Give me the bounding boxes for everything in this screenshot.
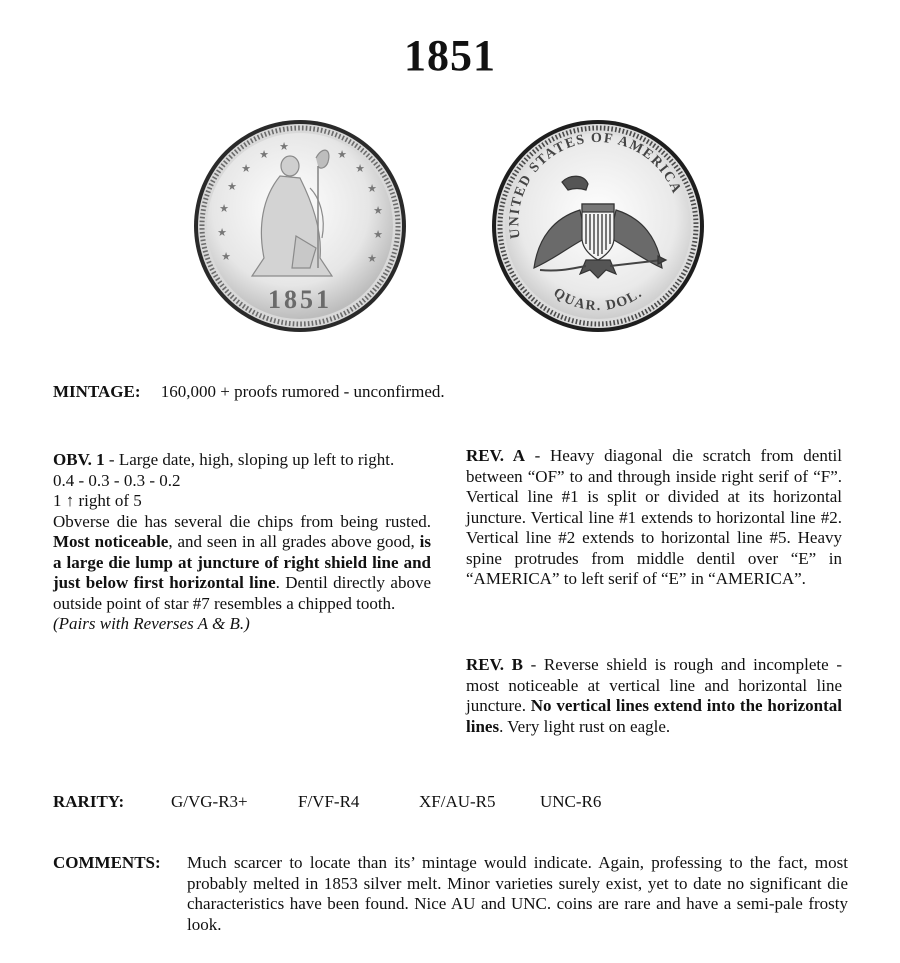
- svg-text:★: ★: [219, 202, 229, 215]
- svg-text:★: ★: [355, 162, 365, 175]
- rarity-label: RARITY:: [53, 792, 125, 811]
- obv1-text-a: Obverse die has several die chips from being rusted.: [53, 511, 431, 531]
- rarity-grade-unc: UNC-R6: [540, 792, 602, 811]
- svg-text:★: ★: [241, 162, 251, 175]
- svg-text:★: ★: [373, 228, 383, 241]
- rarity-grade-fine: F/VF-R4: [298, 792, 360, 811]
- revb-label: REV. B: [466, 655, 523, 674]
- reverse-a-description: [466, 446, 842, 590]
- obv1-bold-b: is a large die lump at juncture of right shield line and just below first horizontal line: [53, 532, 431, 592]
- revb-text-a: - Reverse shield is rough and incomplete - most noticeable at vertical line and horizontal line juncture.: [466, 655, 842, 715]
- obv1-diagnostic-measure: 0.4 - 0.3 - 0.3 - 0.2: [53, 470, 181, 490]
- obv1-label: OBV. 1: [53, 450, 105, 469]
- obverse-date-legend: 1851: [268, 285, 332, 314]
- obv1-text: - Large date, high, sloping up left to right.: [104, 450, 395, 469]
- mintage-value: 160,000 + proofs rumored - unconfirmed.: [160, 382, 445, 401]
- svg-text:★: ★: [367, 252, 377, 265]
- reva-label: REV. A: [466, 446, 525, 465]
- obverse-coin-image: [192, 118, 408, 334]
- reverse-denomination: QUAR. DOL.: [550, 285, 646, 315]
- obv1-date-position: 1 ↑ right of 5: [53, 491, 142, 510]
- rarity-grade-xf: XF/AU-R5: [419, 792, 496, 811]
- obv1-text-c: . Dentil directly above outside point of star #7 resembles a chipped tooth.: [53, 573, 431, 613]
- obv1-bold-a: Most noticeable: [53, 532, 169, 551]
- obv1-text-b: , and seen in all grades above good,: [168, 532, 420, 551]
- comments-label: COMMENTS:: [53, 853, 161, 872]
- reverse-b-description: [466, 655, 842, 737]
- revb-bold: No vertical lines extend into the horizontal lines: [466, 696, 842, 736]
- reva-text: - Heavy diagonal die scratch from dentil between “OF” to and through inside right serif of “F”. Vertical line #1 is split or divided at its horizontal juncture. Vertical line #1 extends to horizontal line #2. Vertical line #2 extends to horizontal line #5. Heavy spine protrudes from middle dentil over “E” in “AMERICA” to left serif of “E” in “AMERICA”.: [466, 446, 843, 588]
- svg-text:★: ★: [279, 140, 289, 153]
- obverse-1-description: [53, 450, 431, 635]
- revb-text-b: . Very light rust on eagle.: [499, 716, 671, 736]
- comments-text: Much scarcer to locate than its’ mintage would indicate. Again, professing to the fact, most probably melted in 1853 silver melt. Minor varieties surely exist, yet to date no significant die characteristics have been found. Nice AU and UNC. coins are rare and have a semi-pale frosty look.: [187, 853, 848, 934]
- reverse-coin-image: [490, 118, 706, 334]
- reverse-legend: UNITED STATES OF AMERICA: [507, 130, 684, 240]
- svg-text:★: ★: [217, 226, 227, 239]
- svg-text:★: ★: [367, 182, 377, 195]
- mintage-label: MINTAGE:: [53, 382, 141, 401]
- svg-text:★: ★: [227, 180, 237, 193]
- svg-text:★: ★: [373, 204, 383, 217]
- page-title: 1851: [404, 31, 496, 80]
- svg-text:★: ★: [221, 250, 231, 263]
- mintage-line: [53, 382, 445, 403]
- rarity-grade-good: G/VG-R3+: [171, 792, 248, 811]
- svg-text:★: ★: [259, 148, 269, 161]
- obv1-pairing-note: (Pairs with Reverses A & B.): [53, 614, 250, 633]
- svg-text:★: ★: [337, 148, 347, 161]
